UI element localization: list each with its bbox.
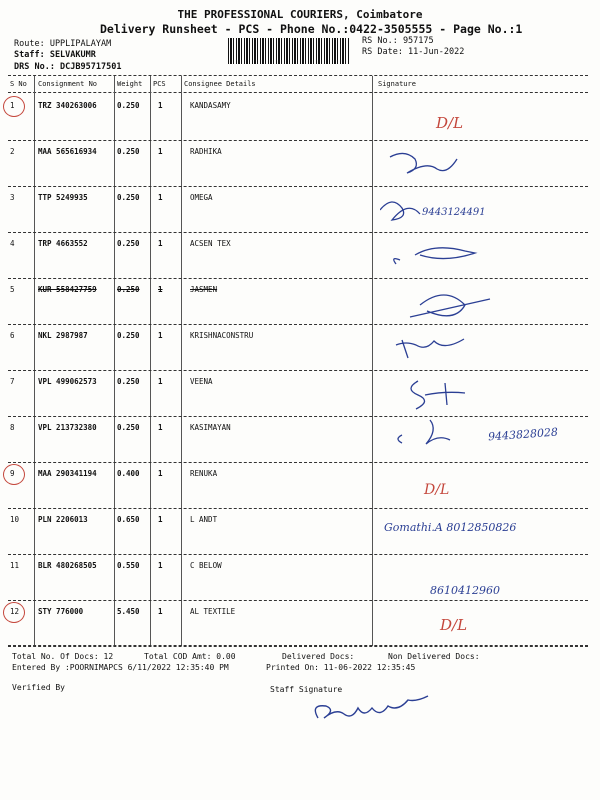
row-pcs: 1 bbox=[158, 377, 163, 386]
row-weight: 0.250 bbox=[117, 147, 140, 156]
signature-row-8 bbox=[398, 420, 450, 444]
row-pcs: 1 bbox=[158, 515, 163, 524]
row-pcs: 1 bbox=[158, 147, 163, 156]
row-consignment-no: TRP 4663552 bbox=[38, 239, 88, 248]
row-consignment-no: VPL 213732380 bbox=[38, 423, 97, 432]
route: Route: UPPLIPALAYAM bbox=[14, 39, 112, 49]
row-pcs: 1 bbox=[158, 239, 163, 248]
circled-marker bbox=[3, 464, 25, 485]
signature-row-6 bbox=[396, 339, 464, 358]
row-sno: 6 bbox=[10, 331, 15, 340]
row-consignment-no: MAA 565616934 bbox=[38, 147, 97, 156]
entered-by: Entered By :POORNIMAPCS 6/11/2022 12:35:40 PM bbox=[12, 663, 229, 672]
row-consignment-no: KUR 558427759 bbox=[38, 285, 97, 294]
signature-row-5 bbox=[410, 295, 490, 317]
row-weight: 0.250 bbox=[117, 377, 140, 386]
staff-signature bbox=[310, 690, 440, 730]
row-pcs: 1 bbox=[158, 193, 163, 202]
circled-marker bbox=[3, 96, 25, 117]
handwritten-dl-row-1: D/L bbox=[436, 114, 464, 132]
barcode bbox=[228, 38, 350, 64]
row-weight: 0.250 bbox=[117, 423, 140, 432]
handwritten-phone-row-11: 8610412960 bbox=[430, 584, 500, 597]
handwritten-name-row-10: Gomathi.A 8012850826 bbox=[384, 521, 517, 534]
row-consignee: RADHIKA bbox=[190, 147, 222, 156]
signature-row-7 bbox=[411, 381, 465, 409]
row-pcs: 1 bbox=[158, 285, 163, 294]
row-divider bbox=[8, 646, 588, 647]
row-consignee: C BELOW bbox=[190, 561, 222, 570]
drs-number: DRS No.: DCJB95717501 bbox=[14, 62, 122, 72]
row-weight: 0.650 bbox=[117, 515, 140, 524]
row-consignee: JASMEN bbox=[190, 285, 218, 294]
row-consignment-no: BLR 480268505 bbox=[38, 561, 97, 570]
total-docs: Total No. Of Docs: 12 bbox=[12, 652, 114, 661]
row-pcs: 1 bbox=[158, 469, 163, 478]
row-pcs: 1 bbox=[158, 423, 163, 432]
row-sno: 3 bbox=[10, 193, 15, 202]
row-weight: 0.250 bbox=[117, 285, 140, 294]
col-consignment: Consignment No bbox=[38, 80, 98, 88]
signature-row-3 bbox=[380, 202, 420, 220]
row-weight: 0.250 bbox=[117, 239, 140, 248]
handwritten-dl-row-12: D/L bbox=[440, 616, 468, 634]
row-consignee: AL TEXTILE bbox=[190, 607, 236, 616]
row-weight: 0.400 bbox=[117, 469, 140, 478]
runsheet-title: Delivery Runsheet - PCS - Phone No.:0422-3505555 - Page No.:1 bbox=[100, 22, 523, 36]
handwritten-phone-row-8: 9443828028 bbox=[487, 425, 559, 444]
row-consignee: KASIMAYAN bbox=[190, 423, 231, 432]
divider bbox=[8, 645, 588, 646]
staff-signature-label: Staff Signature bbox=[270, 685, 343, 694]
circled-marker bbox=[3, 602, 25, 623]
row-sno: 8 bbox=[10, 423, 15, 432]
company-title: THE PROFESSIONAL COURIERS, Coimbatore bbox=[177, 8, 423, 21]
row-pcs: 1 bbox=[158, 101, 163, 110]
row-consignee: KRISHNACONSTRU bbox=[190, 331, 254, 340]
col-pcs: PCS bbox=[153, 80, 166, 88]
row-weight: 0.250 bbox=[117, 331, 140, 340]
verified-by: Verified By bbox=[12, 683, 65, 692]
rs-date: RS Date: 11-Jun-2022 bbox=[362, 47, 465, 57]
row-consignment-no: TTP 5249935 bbox=[38, 193, 88, 202]
row-consignment-no: PLN 2206013 bbox=[38, 515, 88, 524]
rs-number: RS No.: 957175 bbox=[362, 36, 434, 46]
row-pcs: 1 bbox=[158, 331, 163, 340]
row-sno: 9 bbox=[10, 469, 15, 478]
row-sno: 10 bbox=[10, 515, 20, 524]
row-sno: 7 bbox=[10, 377, 15, 386]
row-pcs: 1 bbox=[158, 561, 163, 570]
row-consignment-no: STY 776000 bbox=[38, 607, 84, 616]
signature-area bbox=[380, 95, 580, 645]
row-consignee: KANDASAMY bbox=[190, 101, 231, 110]
printed-on: Printed On: 11-06-2022 12:35:45 bbox=[266, 663, 416, 672]
row-weight: 0.250 bbox=[117, 193, 140, 202]
handwritten-phone-row-3: 9443124491 bbox=[422, 207, 486, 218]
row-weight: 5.450 bbox=[117, 607, 140, 616]
row-sno: 11 bbox=[10, 561, 20, 570]
divider bbox=[8, 75, 588, 76]
row-consignment-no: MAA 290341194 bbox=[38, 469, 97, 478]
row-weight: 0.250 bbox=[117, 101, 140, 110]
total-cod: Total COD Amt: 0.00 bbox=[144, 652, 236, 661]
row-consignee: RENUKA bbox=[190, 469, 218, 478]
row-sno: 12 bbox=[10, 607, 20, 616]
col-weight: Weight bbox=[117, 80, 143, 88]
row-consignee: ACSEN TEX bbox=[190, 239, 231, 248]
handwritten-dl-row-9: D/L bbox=[424, 482, 450, 498]
col-consignee: Consignee Details bbox=[184, 80, 256, 88]
row-sno: 4 bbox=[10, 239, 15, 248]
row-sno: 5 bbox=[10, 285, 15, 294]
row-weight: 0.550 bbox=[117, 561, 140, 570]
row-sno: 1 bbox=[10, 101, 15, 110]
row-consignment-no: NKL 2987987 bbox=[38, 331, 88, 340]
non-delivered-docs: Non Delivered Docs: bbox=[388, 652, 480, 661]
row-consignment-no: TRZ 340263006 bbox=[38, 101, 97, 110]
row-consignee: L ANDT bbox=[190, 515, 218, 524]
col-signature: Signature bbox=[378, 80, 416, 88]
staff: Staff: SELVAKUMR bbox=[14, 50, 96, 60]
delivered-docs: Delivered Docs: bbox=[282, 652, 355, 661]
signature-row-4 bbox=[394, 248, 475, 264]
row-consignee: OMEGA bbox=[190, 193, 213, 202]
signature-row-2 bbox=[390, 153, 457, 173]
row-pcs: 1 bbox=[158, 607, 163, 616]
divider bbox=[8, 92, 588, 93]
col-sno: S No bbox=[10, 80, 27, 88]
row-consignment-no: VPL 499062573 bbox=[38, 377, 97, 386]
row-consignee: VEENA bbox=[190, 377, 213, 386]
row-sno: 2 bbox=[10, 147, 15, 156]
